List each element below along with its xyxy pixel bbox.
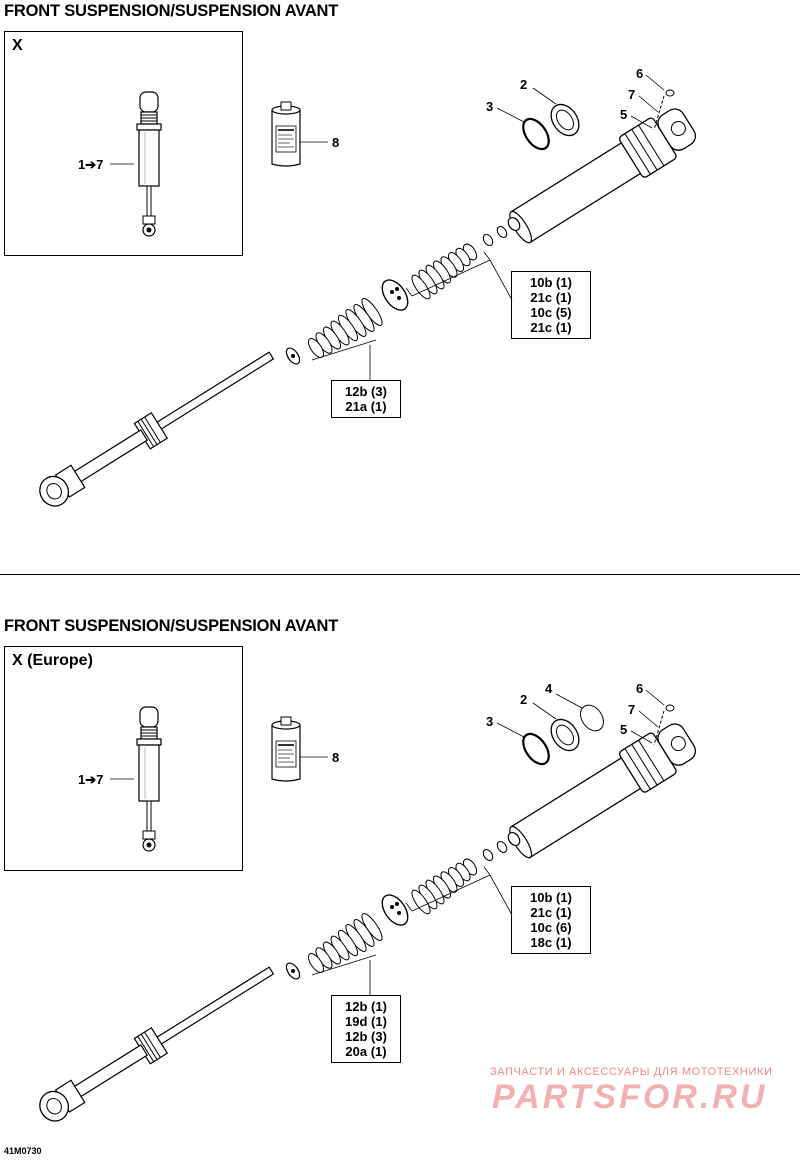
callout-2: 2 <box>520 77 528 92</box>
callout-6: 6 <box>636 66 644 81</box>
inset-shock-drawing <box>137 92 161 236</box>
callout-8: 8 <box>332 135 340 150</box>
shock-parts-drawing <box>34 75 701 511</box>
callout-6: 6 <box>636 681 644 696</box>
oil-bottle-drawing <box>272 717 300 781</box>
parts-box-lower: 12b (3) 21a (1) <box>331 380 401 418</box>
callout-4: 4 <box>545 681 553 696</box>
callout-7: 7 <box>628 702 636 717</box>
inset-callout: 1➔7 <box>78 772 104 787</box>
parts-box-right: 10b (1) 21c (1) 10c (5) 21c (1) <box>511 271 591 339</box>
parts-box-lower: 12b (1) 19d (1) 12b (3) 20a (1) <box>331 995 401 1063</box>
callout-5: 5 <box>620 107 628 122</box>
inset-label: X (Europe) <box>12 652 93 669</box>
figure-code: 41M0730 <box>4 1146 42 1156</box>
watermark-tagline: ЗАПЧАСТИ И АКСЕССУАРЫ ДЛЯ МОТОТЕХНИКИ <box>490 1066 773 1078</box>
oil-bottle-drawing <box>272 102 300 166</box>
part-4-disc <box>576 701 608 735</box>
inset-callout: 1➔7 <box>78 157 104 172</box>
callout-5: 5 <box>620 722 628 737</box>
inset-shock-drawing <box>137 707 161 851</box>
parts-box-right: 10b (1) 21c (1) 10c (6) 18c (1) <box>511 886 591 954</box>
watermark-logo: PARTSFOR.RU <box>492 1078 768 1116</box>
inset-label: X <box>12 37 23 54</box>
callout-7: 7 <box>628 87 636 102</box>
callout-3: 3 <box>486 99 494 114</box>
panel-title: FRONT SUSPENSION/SUSPENSION AVANT <box>4 2 339 20</box>
callout-8: 8 <box>332 750 340 765</box>
shock-parts-drawing <box>34 690 701 1126</box>
callout-3: 3 <box>486 714 494 729</box>
panel-title: FRONT SUSPENSION/SUSPENSION AVANT <box>4 617 339 635</box>
callout-2: 2 <box>520 692 528 707</box>
